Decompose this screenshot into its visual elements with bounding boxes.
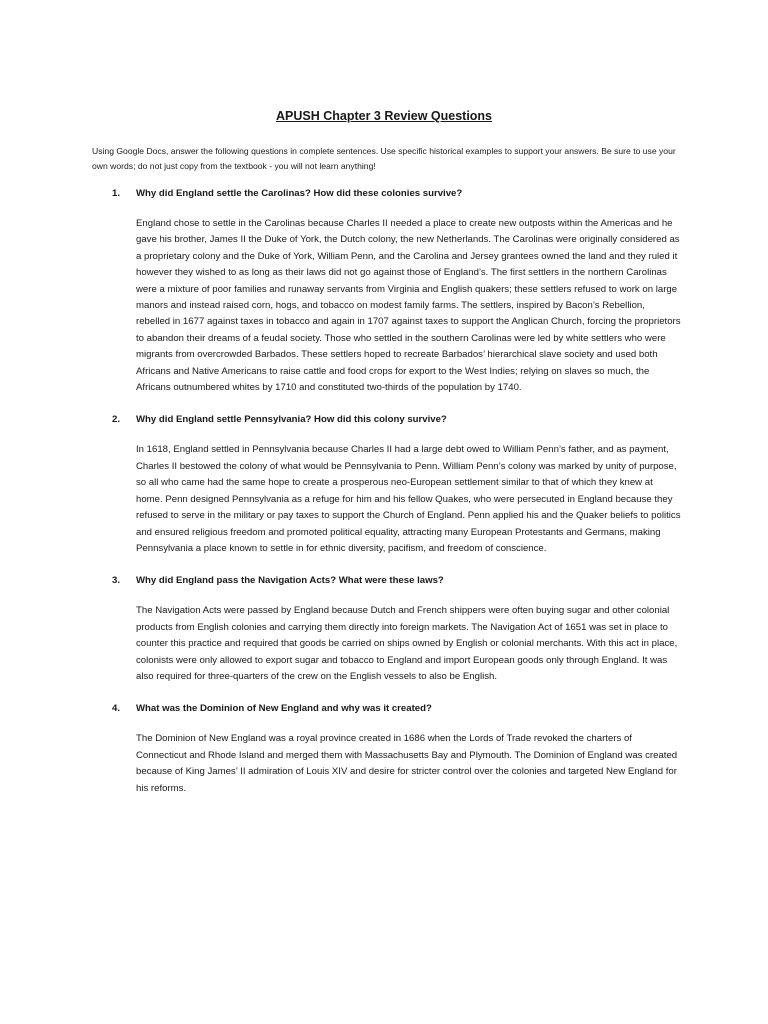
question-item-3 [0, 573, 768, 685]
question-number: 4. [112, 703, 121, 715]
answer-paragraph: The Navigation Acts were passed by England because Dutch and French shippers were often buying sugar and other colonial products from English colonies and carrying them directly into foreign markets. The Navigation Act of 1651 was set in place to counter this practice and required that goods be carried on ships owned by English or colonial merchants. With this act in place, colonists were only allowed to export sugar and tobacco to England and import European goods only through England. It was also required for three-quarters of the crew on the English vessels to also be English. [136, 605, 678, 682]
answer-paragraph: In 1618, England settled in Pennsylvania because Charles II had a large debt owed to William Penn’s father, and as payment, Charles II bestowed the colony of what would be Pennsylvania to Penn. William Penn’s colony was marked by unity of purpose, so all who came had the same hope to create a prosperous neo-European settlement similar to that of which they knew at home. Penn designed Pennsylvania as a refuge for him and his fellow Quakes, who were persecuted in England because they refused to serve in the military or pay taxes to support the Church of England. Penn applied his and the Quaker beliefs to politics and ensured religious freedom and promoted political equality, attracting many European Protestants and Germans, making Pennsylvania a place known to settle in for ethnic diversity, pacifism, and freedom of conscience. [136, 444, 681, 554]
instructions-paragraph: Using Google Docs, answer the following questions in complete sentences. Use specific historical examples to support your answers. Be sure to use your own words; do not just copy from the textbook - you will not learn anything! [92, 146, 676, 171]
question-number: 3. [112, 575, 121, 587]
question-text: What was the Dominion of New England and why was it created? [136, 703, 432, 715]
answer-paragraph: England chose to settle in the Carolinas because Charles II needed a place to create new outposts within the Americas and he gave his brother, James II the Duke of York, the Dutch colony, the new Netherlands. The Carolinas were originally considered as a proprietary colony and the Duke of York, William Penn, and the Carolina and Jersey grantees owned the land and they ruled it however they wished to as long as their laws did not go against those of England’s. The first settlers in the northern Carolinas were a mixture of poor families and runaway servants from Virginia and English quakers; these settlers refused to work on large manors and instead raised corn, hogs, and tobacco on modest family farms. The settlers, inspired by Bacon’s Rebellion, rebelled in 1677 against taxes in tobacco and again in 1707 against taxes to support the Anglican Church, forcing the proprietors to abandon their dreams of a feudal society. Those who settled in the southern Carolinas were led by white settlers who were migrants from overcrowded Barbados. These settlers hoped to recreate Barbados’ hierarchical slave society and used both Africans and Native Americans to raise cattle and food crops for export to the West Indies; relying on slaves so much, the Africans outnumbered whites by 1710 and constituted two-thirds of the population by 1740. [136, 218, 681, 394]
question-text: Why did England pass the Navigation Acts? What were these laws? [136, 575, 444, 587]
question-text: Why did England settle the Carolinas? How did these colonies survive? [136, 188, 463, 199]
question-number: 1. [112, 188, 121, 199]
page-title: APUSH Chapter 3 Review Questions [275, 109, 493, 123]
answer-paragraph: The Dominion of New England was a royal province created in 1686 when the Lords of Trade revoked the charters of Connecticut and Rhode Island and merged them with Massachusetts Bay and Plymouth. The Dominion of England was created because of King James’ II admiration of Louis XIV and desire for stricter control over the colonies and targeted New England for his reforms. [136, 733, 678, 794]
question-item-4 [0, 701, 768, 797]
question-item-2 [0, 412, 768, 557]
question-list [0, 186, 768, 813]
question-number: 2. [112, 414, 121, 426]
question-item-1 [0, 186, 768, 396]
question-text: Why did England settle Pennsylvania? How did this colony survive? [136, 414, 447, 426]
